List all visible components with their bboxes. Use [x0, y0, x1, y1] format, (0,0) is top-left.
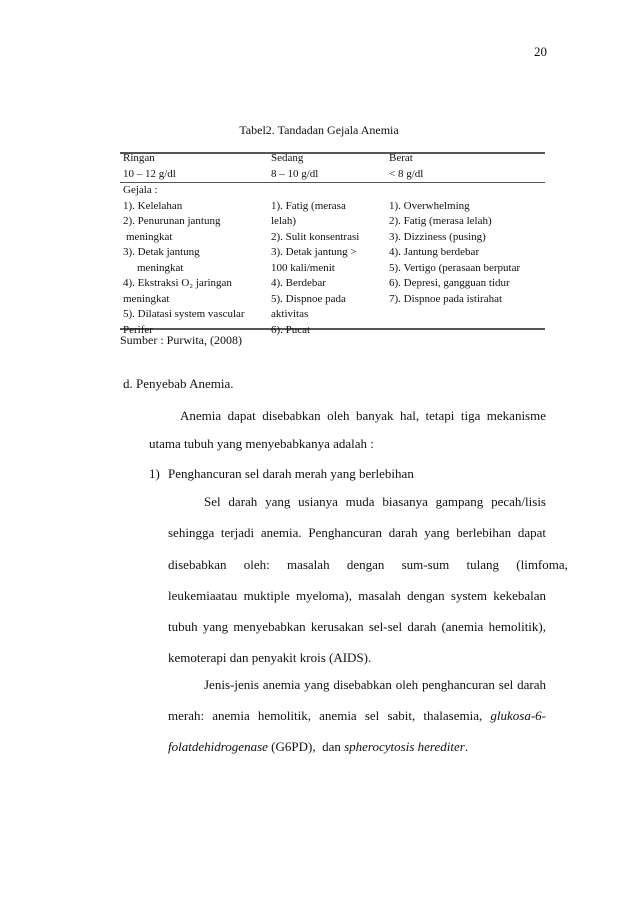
- header-title: Berat: [389, 152, 413, 164]
- table-col-berat: [389, 199, 520, 308]
- symptom: meningkat: [123, 292, 170, 305]
- symptom: 3). Detak jantung >: [271, 246, 357, 258]
- section-heading: d. Penyebab Anemia.: [123, 376, 234, 391]
- paragraph-text: merah: anemia hemolitik, anemia sel sabit, thalasemia,: [168, 708, 483, 723]
- symptom: 4). Ekstraksi O₂ jaringan: [123, 277, 232, 289]
- header-range: 8 – 10 g/dl: [271, 167, 319, 180]
- list-item-number: 1): [149, 466, 160, 481]
- intro-line-1: Anemia dapat disebabkan oleh banyak hal, tetapi tiga mekanisme: [180, 408, 546, 423]
- gejala-label: Gejala :: [123, 184, 158, 196]
- symptom: 7). Dispnoe pada istirahat: [389, 292, 503, 305]
- symptom: 4). Jantung berdebar: [389, 246, 480, 258]
- symptom: lelah): [271, 215, 297, 227]
- list-item-title: Penghancuran sel darah merah yang berlebihan: [168, 466, 414, 481]
- italic-term: glukosa-6-: [490, 708, 546, 723]
- table-header-sedang: [271, 151, 318, 182]
- table-source: Sumber : Purwita, (2008): [120, 333, 242, 347]
- intro-line-2: utama tubuh yang menyebabkanya adalah :: [149, 436, 374, 451]
- paragraph-line: tubuh yang menyebabkan kerusakan sel-sel darah (anemia hemolitik),: [168, 619, 546, 634]
- table-header-berat: [389, 151, 423, 182]
- paragraph-line: [168, 708, 546, 724]
- symptom: meningkat: [137, 261, 184, 274]
- page-number: 20: [534, 44, 547, 59]
- header-range: 10 – 12 g/dl: [123, 167, 176, 180]
- symptom: 4). Berdebar: [271, 277, 326, 289]
- table-col-ringan: [123, 183, 245, 338]
- paragraph-line: Sel darah yang usianya muda biasanya gampang pecah/lisis: [204, 494, 546, 509]
- table-header-ringan: [123, 151, 176, 182]
- symptom: 1). Overwhelming: [389, 199, 470, 212]
- symptom: 100 kali/menit: [271, 261, 335, 274]
- header-title: Sedang: [271, 152, 304, 164]
- paragraph-line: disebabkan oleh: masalah dengan sum-sum tulang (limfoma,: [168, 557, 568, 572]
- italic-term: folatdehidrogenase: [168, 739, 268, 754]
- paragraph-text: .: [464, 739, 469, 754]
- paragraph-text: (G6PD), dan: [267, 739, 345, 754]
- symptom: 3). Detak jantung: [123, 246, 200, 258]
- paragraph-line: kemoterapi dan penyakit krois (AIDS).: [168, 650, 372, 665]
- symptom: 5). Dispnoe pada: [271, 292, 346, 305]
- symptom: 1). Kelelahan: [123, 199, 183, 212]
- symptom: 6). Depresi, gangguan tidur: [389, 277, 510, 289]
- symptom: 2). Fatig (merasa lelah): [389, 215, 492, 227]
- table-top-rule: [120, 152, 545, 154]
- paragraph-line: Jenis-jenis anemia yang disebabkan oleh penghancuran sel darah: [204, 677, 546, 692]
- paragraph-line: [168, 739, 468, 755]
- symptom: 6). Pucat: [271, 323, 311, 336]
- symptom: 3). Dizziness (pusing): [389, 230, 486, 243]
- symptom: 2). Penurunan jantung: [123, 215, 221, 227]
- paragraph-line: sehingga terjadi anemia. Penghancuran darah yang berlebihan dapat: [168, 525, 546, 540]
- header-title: Ringan: [123, 152, 155, 164]
- symptom: meningkat: [126, 230, 173, 243]
- table-caption: Tabel2. Tandadan Gejala Anemia: [239, 123, 399, 137]
- table-col-sedang: [271, 199, 359, 339]
- paragraph-line: leukemiaatau muktiple myeloma), masalah dengan system kekebalan: [168, 588, 546, 603]
- italic-term: spherocytosis herediter: [344, 739, 465, 754]
- symptom: Perifer: [123, 323, 153, 336]
- symptom: 2). Sulit konsentrasi: [271, 230, 360, 243]
- symptom: aktivitas: [271, 308, 309, 320]
- symptom: 5). Dilatasi system vascular: [123, 308, 245, 320]
- header-range: < 8 g/dl: [389, 167, 424, 180]
- symptom: 5). Vertigo (perasaan berputar: [389, 261, 521, 274]
- symptom: 1). Fatig (merasa: [271, 199, 346, 212]
